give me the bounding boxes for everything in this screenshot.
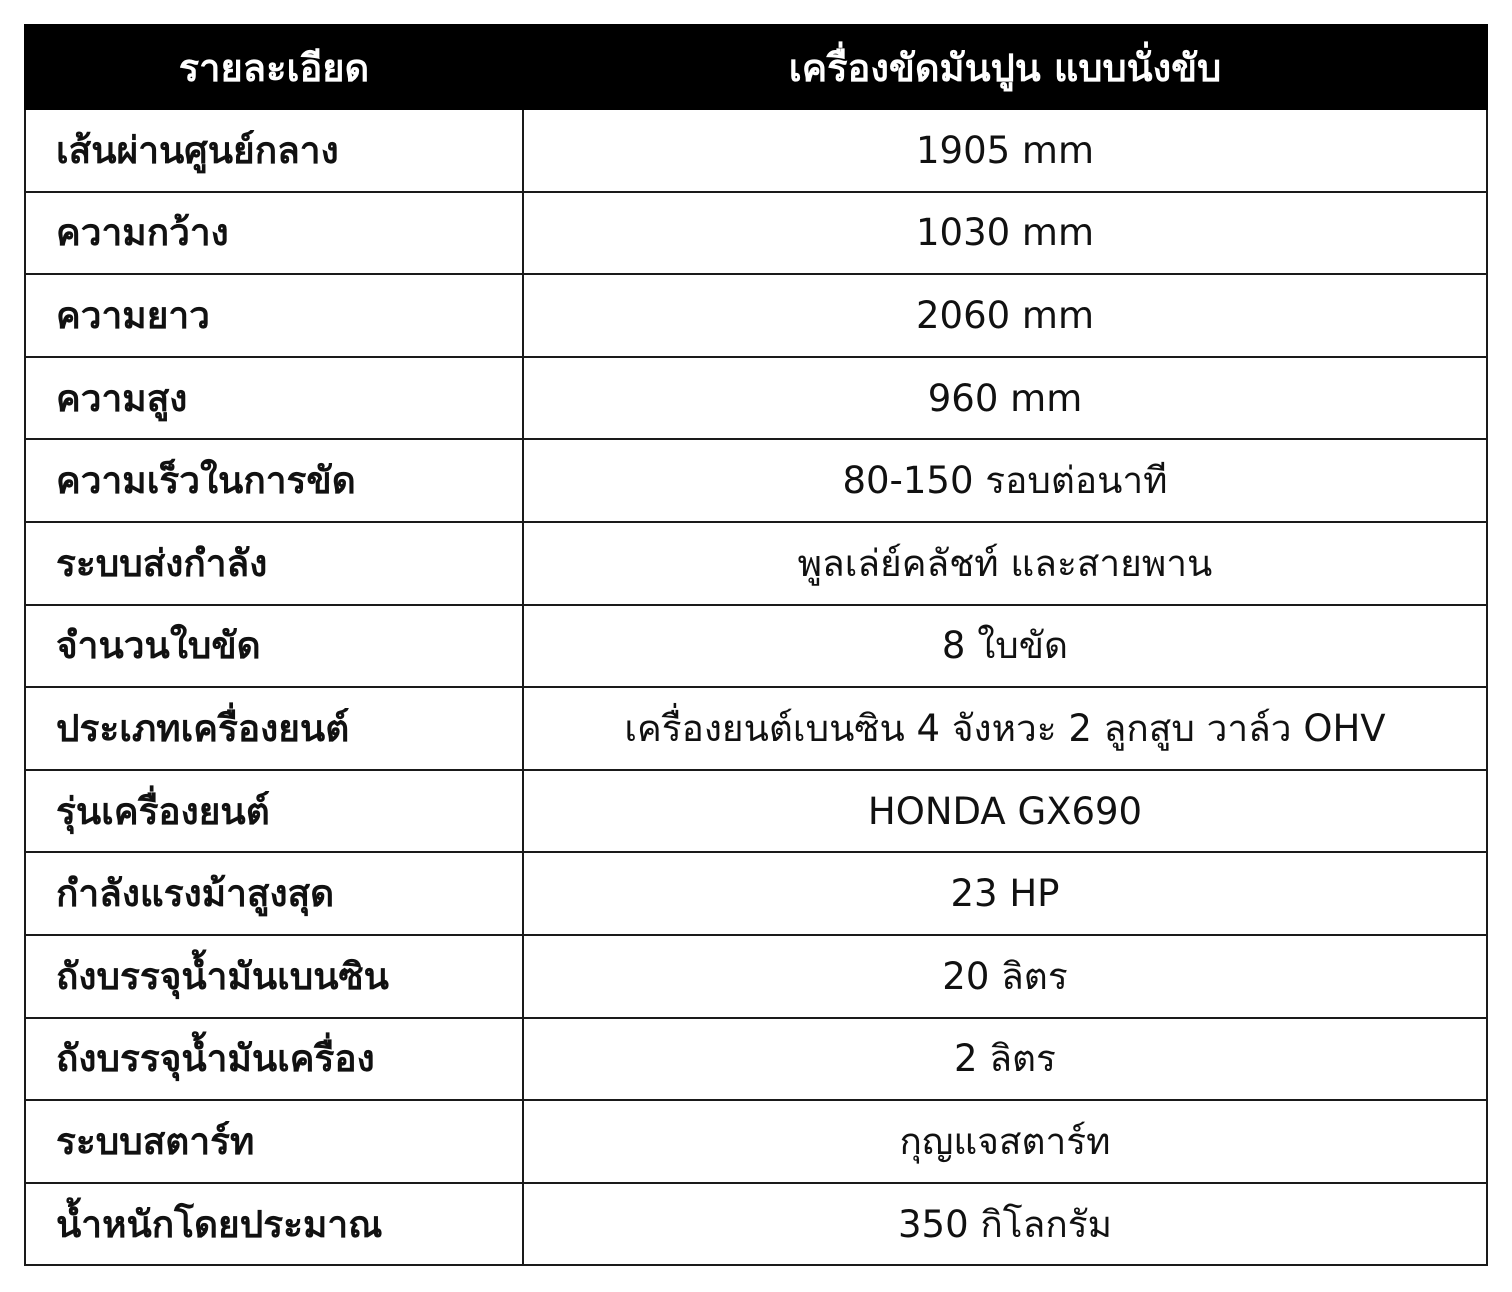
table-row	[25, 1018, 1487, 1101]
row-label: ความสูง	[25, 357, 523, 440]
row-value: กุญแจสตาร์ท	[523, 1100, 1487, 1183]
row-label: ความยาว	[25, 274, 523, 357]
table-row	[25, 687, 1487, 770]
row-label: ประเภทเครื่องยนต์	[25, 687, 523, 770]
row-value: 23 HP	[523, 852, 1487, 935]
table-row	[25, 357, 1487, 440]
row-label: ถังบรรจุน้ำมันเครื่อง	[25, 1018, 523, 1101]
table-row	[25, 1100, 1487, 1183]
table-row	[25, 852, 1487, 935]
table-row	[25, 439, 1487, 522]
spec-table	[24, 24, 1488, 1266]
row-value: HONDA GX690	[523, 770, 1487, 853]
row-value: 20 ลิตร	[523, 935, 1487, 1018]
table-row	[25, 109, 1487, 192]
table-row	[25, 605, 1487, 688]
row-label: ระบบส่งกำลัง	[25, 522, 523, 605]
row-value: 1030 mm	[523, 192, 1487, 275]
table-row	[25, 935, 1487, 1018]
row-value: 80-150 รอบต่อนาที	[523, 439, 1487, 522]
table-row	[25, 522, 1487, 605]
header-row	[25, 25, 1487, 109]
row-value: 350 กิโลกรัม	[523, 1183, 1487, 1266]
row-label: รุ่นเครื่องยนต์	[25, 770, 523, 853]
row-value: 2 ลิตร	[523, 1018, 1487, 1101]
row-label: จำนวนใบขัด	[25, 605, 523, 688]
table-row	[25, 770, 1487, 853]
header-product: เครื่องขัดมันปูน แบบนั่งขับ	[523, 25, 1487, 109]
table-body	[25, 109, 1487, 1265]
row-label: กำลังแรงม้าสูงสุด	[25, 852, 523, 935]
table-row	[25, 274, 1487, 357]
row-label: ความเร็วในการขัด	[25, 439, 523, 522]
row-label: ความกว้าง	[25, 192, 523, 275]
header-details: รายละเอียด	[25, 25, 523, 109]
row-value: 1905 mm	[523, 109, 1487, 192]
table-row	[25, 1183, 1487, 1266]
table-header	[25, 25, 1487, 109]
row-value: เครื่องยนต์เบนซิน 4 จังหวะ 2 ลูกสูบ วาล์ว OHV	[523, 687, 1487, 770]
row-value: 2060 mm	[523, 274, 1487, 357]
row-value: พูลเล่ย์คลัชท์ และสายพาน	[523, 522, 1487, 605]
row-label: น้ำหนักโดยประมาณ	[25, 1183, 523, 1266]
row-value: 8 ใบขัด	[523, 605, 1487, 688]
row-label: เส้นผ่านศูนย์กลาง	[25, 109, 523, 192]
row-label: ถังบรรจุน้ำมันเบนซิน	[25, 935, 523, 1018]
row-label: ระบบสตาร์ท	[25, 1100, 523, 1183]
table-row	[25, 192, 1487, 275]
row-value: 960 mm	[523, 357, 1487, 440]
